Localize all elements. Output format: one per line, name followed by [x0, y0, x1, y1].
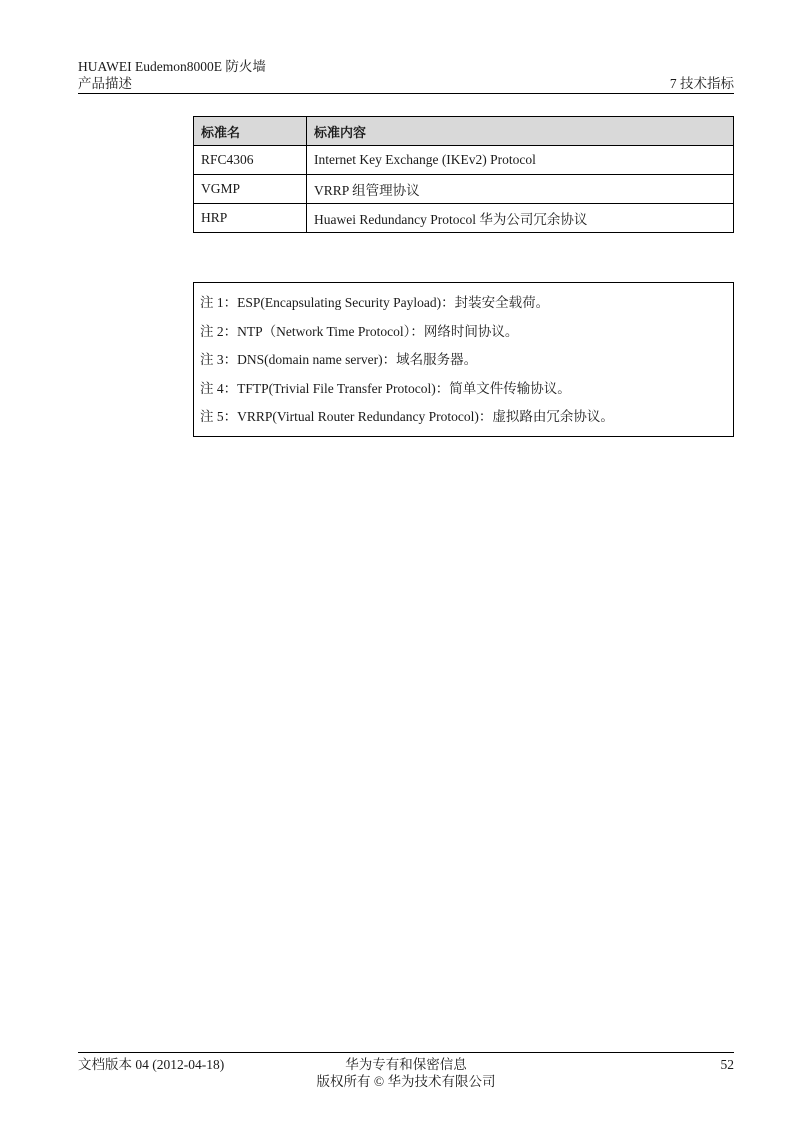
column-header-standard-content: 标准内容 — [307, 117, 734, 146]
standard-name-cell: VGMP — [194, 175, 307, 204]
standard-name-cell: RFC4306 — [194, 146, 307, 175]
table-row — [194, 204, 734, 233]
note-item: 注 5：VRRP(Virtual Router Redundancy Protocol)：虚拟路由冗余协议。 — [200, 409, 614, 424]
table-header-row — [194, 117, 734, 146]
table-row — [194, 146, 734, 175]
header-doc-type: 产品描述 — [78, 76, 132, 91]
note-item: 注 4：TFTP(Trivial File Transfer Protocol)：简单文件传输协议。 — [200, 380, 571, 396]
notes-box — [193, 282, 734, 437]
footer-confidential: 华为专有和保密信息 — [345, 1057, 467, 1072]
standard-content-cell: Internet Key Exchange (IKEv2) Protocol — [307, 146, 734, 175]
header-product: HUAWEI Eudemon8000E 防火墙 — [78, 59, 266, 74]
standard-name-cell: HRP — [194, 204, 307, 233]
standard-content-cell: VRRP 组管理协议 — [307, 175, 734, 204]
footer-copyright: 版权所有 © 华为技术有限公司 — [316, 1074, 496, 1089]
note-item: 注 2：NTP（Network Time Protocol）：网络时间协议。 — [200, 323, 519, 339]
note-item: 注 1：ESP(Encapsulating Security Payload)：封装安全载荷。 — [200, 295, 550, 310]
page-footer — [78, 1052, 734, 1089]
footer-page-number: 52 — [720, 1057, 734, 1072]
footer-doc-version: 文档版本 04 (2012-04-18) — [78, 1057, 225, 1072]
standard-content-cell: Huawei Redundancy Protocol 华为公司冗余协议 — [307, 204, 734, 233]
table-row — [194, 175, 734, 204]
note-item: 注 3：DNS(domain name server)：域名服务器。 — [200, 352, 478, 367]
column-header-standard-name: 标准名 — [194, 117, 307, 146]
standards-table — [193, 116, 734, 233]
page-header — [78, 58, 734, 94]
footer-center — [78, 1056, 734, 1090]
header-chapter: 7 技术指标 — [669, 76, 734, 91]
